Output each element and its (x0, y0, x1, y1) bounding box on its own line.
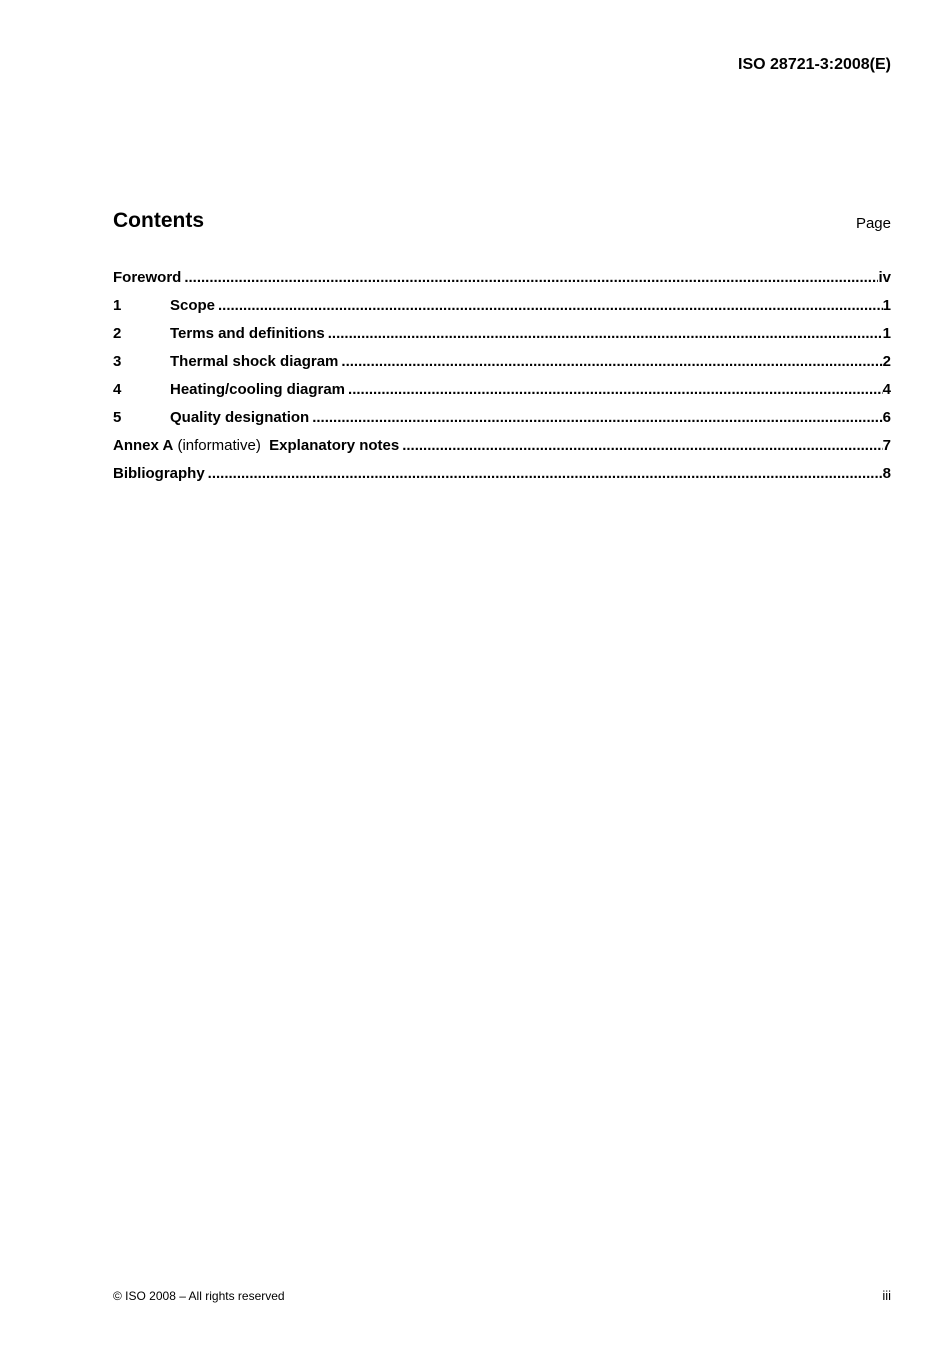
toc-annex-label: Annex A (113, 437, 174, 454)
toc-leader-dots (338, 351, 882, 373)
toc-entry-number: 5 (113, 409, 122, 426)
toc-leader-dots (345, 379, 883, 401)
toc-leader-dots (215, 295, 883, 317)
toc-entry-title: Bibliography (113, 465, 205, 482)
toc-entry-number: 1 (113, 297, 122, 314)
toc-entry-terms-and-definitions[interactable] (113, 323, 891, 351)
toc-entry-title: Thermal shock diagram (170, 353, 339, 370)
toc-annex-type: (informative) (177, 437, 261, 454)
document-id: ISO 28721-3:2008(E) (738, 56, 891, 73)
page-column-label: Page (855, 215, 891, 232)
toc-entry-page: 8 (882, 465, 891, 482)
toc-entry-annex-a[interactable] (113, 435, 891, 463)
toc-entry-page: 6 (882, 409, 891, 426)
toc-entry-title: Scope (170, 297, 216, 314)
toc-entry-bibliography[interactable] (113, 463, 891, 491)
toc-entry-number: 2 (113, 325, 122, 342)
table-of-contents (113, 267, 891, 491)
toc-entry-title: Quality designation (170, 409, 310, 426)
toc-entry-page: 1 (882, 297, 891, 314)
toc-leader-dots (181, 267, 878, 289)
toc-entry-title: Heating/cooling diagram (170, 381, 346, 398)
toc-entry-quality-designation[interactable] (113, 407, 891, 435)
toc-entry-title: Terms and definitions (170, 325, 325, 342)
toc-annex-title: Explanatory notes (269, 437, 400, 454)
toc-entry-page: 4 (882, 381, 891, 398)
toc-leader-dots (205, 463, 883, 485)
toc-entry-heating-cooling-diagram[interactable] (113, 379, 891, 407)
toc-leader-dots (325, 323, 883, 345)
toc-entry-number: 3 (113, 353, 122, 370)
footer-copyright: © ISO 2008 – All rights reserved (113, 1289, 285, 1303)
toc-entry-scope[interactable] (113, 295, 891, 323)
toc-entry-foreword[interactable] (113, 267, 891, 295)
footer-page-number: iii (882, 1288, 891, 1303)
toc-entry-page: 2 (882, 353, 891, 370)
toc-entry-page: 1 (882, 325, 891, 342)
toc-entry-number: 4 (113, 381, 122, 398)
toc-leader-dots (309, 407, 882, 429)
toc-entry-page: iv (878, 269, 891, 286)
toc-entry-page: 7 (882, 437, 891, 454)
toc-entry-thermal-shock-diagram[interactable] (113, 351, 891, 379)
contents-heading: Contents (113, 209, 204, 232)
toc-entry-title: Foreword (113, 269, 182, 286)
toc-leader-dots (399, 435, 882, 457)
